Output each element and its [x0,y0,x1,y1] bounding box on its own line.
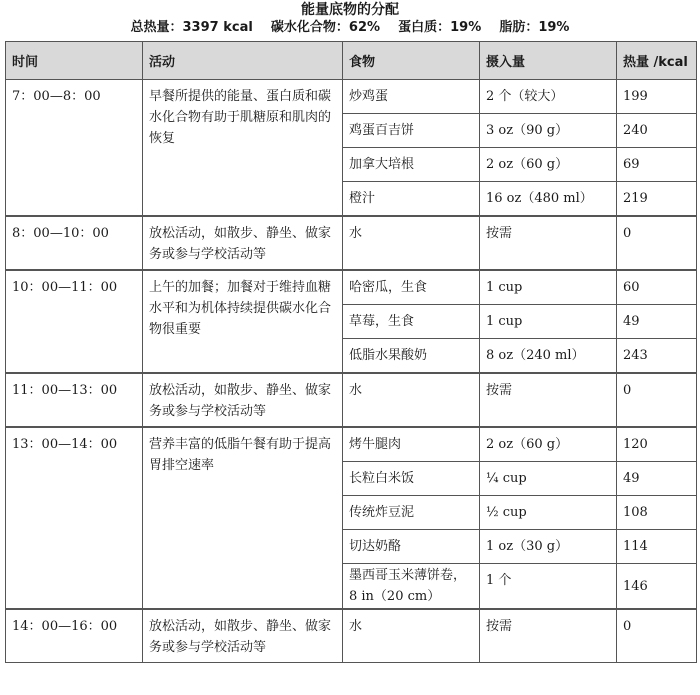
amount-cell: ½ cup [480,496,617,530]
kcal-cell: 60 [617,270,697,305]
food-cell: 鸡蛋百吉饼 [343,114,480,148]
food-cell: 水 [343,609,480,663]
time-cell: 14：00—16：00 [6,609,143,663]
kcal-cell: 108 [617,496,697,530]
header-time: 时间 [6,42,143,80]
food-cell: 橙汁 [343,182,480,217]
header-amount: 摄入量 [480,42,617,80]
time-cell: 11：00—13：00 [6,373,143,427]
amount-cell: 2 个（较大） [480,80,617,114]
kcal-cell: 69 [617,148,697,182]
activity-cell: 营养丰富的低脂午餐有助于提高胃排空速率 [143,427,343,609]
kcal-cell: 243 [617,339,697,374]
activity-cell: 放松活动，如散步、静坐、做家务或参与学校活动等 [143,373,343,427]
activity-cell: 上午的加餐；加餐对于维持血糖水平和为机体持续提供碳水化合物很重要 [143,270,343,373]
kcal-cell: 240 [617,114,697,148]
kcal-cell: 49 [617,462,697,496]
header-activity: 活动 [143,42,343,80]
header-food: 食物 [343,42,480,80]
amount-cell: ¼ cup [480,462,617,496]
table-row [6,216,697,270]
amount-cell: 2 oz（60 g） [480,148,617,182]
kcal-cell: 146 [617,564,697,610]
energy-table [5,41,697,663]
kcal-cell: 199 [617,80,697,114]
time-cell: 7：00—8：00 [6,80,143,217]
table-body [6,80,697,663]
header-kcal: 热量 /kcal [617,42,697,80]
activity-cell: 放松活动，如散步、静坐、做家务或参与学校活动等 [143,609,343,663]
food-cell: 水 [343,373,480,427]
amount-cell: 2 oz（60 g） [480,427,617,462]
amount-cell: 按需 [480,609,617,663]
kcal-cell: 0 [617,373,697,427]
food-cell: 加拿大培根 [343,148,480,182]
table-title: 能量底物的分配 [301,2,399,18]
activity-cell: 早餐所提供的能量、蛋白质和碳水化合物有助于肌糖原和肌肉的恢复 [143,80,343,217]
food-cell: 烤牛腿肉 [343,427,480,462]
food-cell: 长粒白米饭 [343,462,480,496]
table-row [6,427,697,462]
amount-cell: 按需 [480,216,617,270]
kcal-cell: 49 [617,305,697,339]
activity-cell: 放松活动，如散步、静坐、做家务或参与学校活动等 [143,216,343,270]
food-cell: 炒鸡蛋 [343,80,480,114]
amount-cell: 1 oz（30 g） [480,530,617,564]
table-row [6,270,697,305]
amount-cell: 1 个 [480,564,617,610]
amount-cell: 8 oz（240 ml） [480,339,617,374]
kcal-cell: 0 [617,609,697,663]
time-cell: 10：00—11：00 [6,270,143,373]
food-cell: 草莓，生食 [343,305,480,339]
amount-cell: 1 cup [480,270,617,305]
header-row [6,42,697,80]
amount-cell: 3 oz（90 g） [480,114,617,148]
kcal-cell: 219 [617,182,697,217]
table-row [6,373,697,427]
food-cell: 水 [343,216,480,270]
table-subtitle: 总热量：3397 kcal 碳水化合物：62% 蛋白质：19% 脂肪：19% [130,20,570,35]
amount-cell: 按需 [480,373,617,427]
kcal-cell: 120 [617,427,697,462]
kcal-cell: 0 [617,216,697,270]
amount-cell: 1 cup [480,305,617,339]
table-row [6,609,697,663]
food-cell: 哈密瓜，生食 [343,270,480,305]
amount-cell: 16 oz（480 ml） [480,182,617,217]
food-cell: 切达奶酪 [343,530,480,564]
food-cell: 传统炸豆泥 [343,496,480,530]
table-row [6,80,697,114]
time-cell: 13：00—14：00 [6,427,143,609]
food-cell: 墨西哥玉米薄饼卷，8 in（20 cm） [343,564,480,610]
food-cell: 低脂水果酸奶 [343,339,480,374]
kcal-cell: 114 [617,530,697,564]
time-cell: 8：00—10：00 [6,216,143,270]
